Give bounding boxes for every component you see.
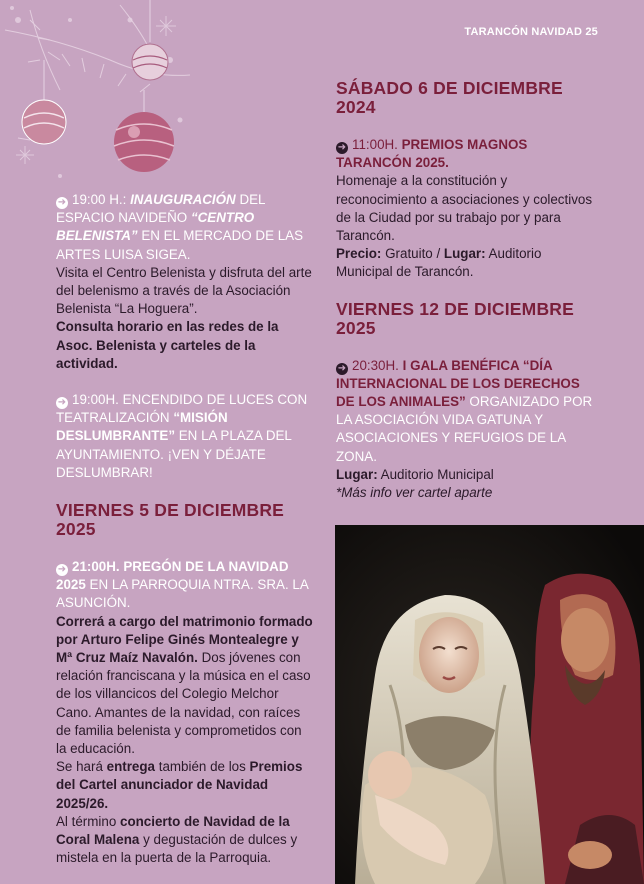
event-premios-magnos-description: Homenaje a la constitución y reconocimiento a asociaciones y colectivos de la Ciudad por su trabajo por y para Tarancón. xyxy=(336,173,593,244)
arrow-circle-right-icon: ➜ xyxy=(57,564,67,576)
event-premios-magnos-info: Precio: Gratuito / Lugar: Auditorio Municipal de Tarancón. xyxy=(336,246,542,280)
event-centro-belenista-description: Visita el Centro Belenista y disfruta del arte del belenismo a través de la Asociación Belenista “La Hoguera”. xyxy=(56,264,312,317)
right-column xyxy=(336,79,598,502)
event-gala-benefica-place: Lugar: Auditorio Municipal xyxy=(336,466,494,482)
christmas-ornaments-illustration xyxy=(0,0,200,190)
event-gala-benefica-note: *Más info ver cartel aparte xyxy=(336,485,493,501)
nativity-photo xyxy=(335,525,644,884)
event-pregon-premios: Se hará entrega también de los Premios del Cartel anunciador de Navidad 2025/26. xyxy=(56,759,303,811)
page-header: TARANCÓN NAVIDAD 25 xyxy=(464,26,598,38)
event-centro-belenista-note: Consulta horario en las redes de la Asoc. Belenista y carteles de la actividad. xyxy=(56,319,279,371)
nativity-scene-image xyxy=(335,525,644,884)
event-gala-benefica: ➜ 20:30H. I GALA BENÉFICA “DÍA INTERNACIONAL DE LOS DERECHOS DE LOS ANIMALES” ORGANIZADO POR LA ASOCIACIÓN VIDA GATUNA Y ASOCIACIONES Y REFUGIOS DE LA ZONA. xyxy=(336,357,593,464)
arrow-circle-right-icon: ➜ xyxy=(337,142,347,153)
arrow-circle-right-icon: ➜ xyxy=(337,362,347,374)
arrow-circle-right-icon: ➜ xyxy=(57,397,67,409)
event-pregon-concierto: Al término concierto de Navidad de la Coral Malena y degustación de dulces y mistela en la puerta de la Parroquia. xyxy=(56,813,298,866)
left-column xyxy=(56,191,314,868)
event-premios-magnos: ➜ 11:00H. PREMIOS MAGNOS TARANCÓN 2025. xyxy=(336,137,528,171)
event-centro-belenista: ➜ 19:00 H.: INAUGURACIÓN DEL ESPACIO NAVIDEÑO “CENTRO BELENISTA” EN EL MERCADO DE LAS ARTES LUISA SIGEA. xyxy=(56,192,304,262)
date-heading-sabado-6: SÁBADO 6 DE DICIEMBRE 2024 xyxy=(336,78,563,117)
date-heading-viernes-12: VIERNES 12 DE DICIEMBRE 2025 xyxy=(336,298,574,338)
event-pregon-description: Correrá a cargo del matrimonio formado por Arturo Felipe Ginés Montealegre y Mª Cruz Maíz Navalón. Dos jóvenes con relación franciscana y la música en el caso de los villancicos del Colegio Melchor Cano. Amantes de la navidad, con raíces de familia belenista y comprometidos con la educación. xyxy=(56,613,313,757)
arrow-circle-right-icon: ➜ xyxy=(57,197,67,208)
date-heading-viernes-5: VIERNES 5 DE DICIEMBRE 2025 xyxy=(56,500,285,540)
event-encendido-luces: ➜ 19:00H. ENCENDIDO DE LUCES CON TEATRALIZACIÓN “MISIÓN DESLUMBRANTE” EN LA PLAZA DEL AYUNTAMIENTO. ¡VEN Y DÉJATE DESLUMBRAR! xyxy=(56,392,308,480)
event-pregon: ➜ 21:00H. PREGÓN DE LA NAVIDAD 2025 EN LA PARROQUIA NTRA. SRA. LA ASUNCIÓN. xyxy=(56,559,309,611)
